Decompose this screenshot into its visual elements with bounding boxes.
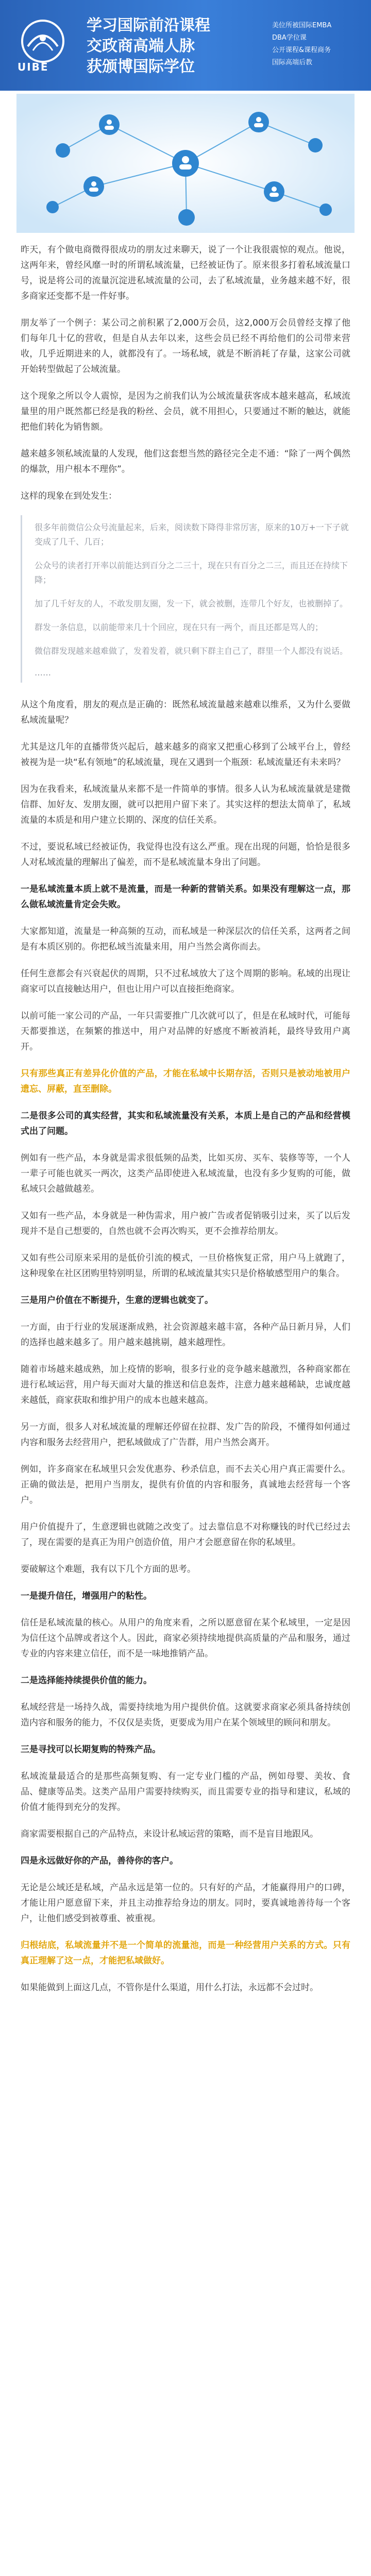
highlight-text: 只有那些真正有差异化价值的产品，才能在私域中长期存活，否则只是被动地被用户遗忘、屏蔽，直至删除。	[21, 1069, 350, 1094]
paragraph: 无论是公域还是私域，产品永远是第一位的。只有好的产品，才能赢得用户的口碑，才能让用户愿意留下来，并且主动推荐给身边的朋友。同时，要真诚地善待每一个客户，让他们感受到被尊重、被重视。	[21, 1883, 350, 1924]
paragraph: 私域经营是一场持久战，需要持续地为用户提供价值。这就要求商家必须具备持续创造内容和服务的能力，不仅仅是卖货，更要成为用户在某个领域里的顾问和朋友。	[21, 1702, 350, 1728]
paragraph: 尤其是这几年的直播带货兴起后，越来越多的商家又把重心移到了公域平台上，曾经被视为是一块“私有领地”的私域流量，现在又遇到一个瓶颈：私域流量还有未来吗？	[21, 742, 350, 768]
paragraph: 不过，要说私域已经被证伪，我觉得也没有这么严重。现在出现的问题，恰恰是很多人对私域流量的理解出了偏差，而不是私域流量本身出了问题。	[21, 842, 350, 868]
quote-item: 加了几千好友的人，不敢发朋友圈，发一下，就会被删，连带几个好友，也被删掉了。	[35, 599, 348, 608]
network-illustration	[16, 94, 355, 233]
paragraph: 要破解这个难题，我有以下几个方面的思考。	[21, 1564, 196, 1574]
paragraph: 用户价值提升了，生意逻辑也就随之改变了。过去靠信息不对称赚钱的时代已经过去了，现在需要的是真正为用户创造价值，用户才会愿意留在你的私域里。	[21, 1522, 350, 1548]
banner-title-line: 获颁博国际学位	[87, 58, 195, 76]
paragraph: 这个现象之所以令人震惊，是因为之前我们认为公域流量获客成本越来越高，私域流量里的用户既然都已经是我的粉丝、会员，就不用担心，只要通过不断的触达，就能把他们转化为销售额。	[21, 391, 350, 432]
paragraph: 私域流量最适合的是那些高频复购、有一定专业门槛的产品，例如母婴、美妆、食品、健康等品类。这类产品用户需要持续购买，而且需要专业的指导和建议，私域的价值才能得到充分的发挥。	[21, 1771, 350, 1812]
quote-item: 很多年前微信公众号流量起来，后来，阅读数下降得非常厉害，原来的10万+一下子就变成了几千、几百；	[35, 522, 349, 547]
paragraph: 因为在我看来，私域流量从来都不是一件简单的事情。很多人认为私域流量就是建微信群、加好友、发朋友圈，就可以把用户留下来了。其实这样的想法太简单了，私域流量的本质是和用户建立长期的、深度的信任关系。	[21, 784, 350, 825]
section-heading: 三是用户价值在不断提升，生意的逻辑也就变了。	[21, 1295, 213, 1306]
paragraph: 从这个角度看，朋友的观点是正确的：既然私域流量越来越难以维系，又为什么要做私域流量呢？	[21, 700, 350, 725]
section-heading: 一是提升信任，增强用户的粘性。	[21, 1591, 152, 1601]
quote-item: 群发一条信息，以前能带来几十个回应，现在只有一两个，而且还都是骂人的；	[35, 622, 324, 632]
paragraph: 以前可能一家公司的产品，一年只需要推广几次就可以了，但是在私域时代，可能每天都要推送，在频繁的推送中，用户对品牌的好感度不断被消耗，最终导致用户离开。	[21, 1011, 350, 1052]
quote-item: 公众号的读者打开率以前能达到百分之二三十，现在只有百分之二三，而且还在持续下降；	[35, 561, 348, 585]
banner-side-item: DBA学位课	[272, 34, 307, 42]
paragraph: 又如有些公司原来采用的是低价引流的模式，一旦价格恢复正常，用户马上就跑了，这种现象在社区团购里特别明显，所谓的私域流量其实只是价格敏感型用户的集合。	[21, 1253, 350, 1279]
article-body	[21, 242, 350, 2007]
section-heading: 三是寻找可以长期复购的特殊产品。	[21, 1744, 161, 1755]
header-banner	[0, 0, 371, 91]
paragraph: 例如，许多商家在私域里只会发优惠券、秒杀信息，而不去关心用户真正需要什么。正确的做法是，把用户当朋友，提供有价值的内容和服务，真诚地去经营每一个客户。	[21, 1464, 350, 1505]
paragraph: 一方面，由于行业的发展逐渐成熟，社会资源越来越丰富，各种产品日新月异，人们的选择也越来越多了。用户越来越挑剔，越来越理性。	[21, 1322, 350, 1348]
paragraph: 信任是私域流量的核心。从用户的角度来看，之所以愿意留在某个私域里，一定是因为信任这个品牌或者这个人。因此，商家必须持续地提供高质量的产品和服务，通过专业的内容来建立信任，而不是一味地推销产品。	[21, 1618, 350, 1659]
banner-title-line: 交政商高端人脉	[87, 37, 195, 55]
highlight-text: 归根结底，私域流量并不是一个简单的流量池，而是一种经营用户关系的方式。只有真正理解了这一点，才能把私域做好。	[21, 1940, 350, 1966]
section-heading: 二是很多公司的真实经营，其实和私域流量没有关系，本质上是自己的产品和经营模式出了问题。	[21, 1111, 350, 1137]
paragraph: 随着市场越来越成熟，加上疫情的影响，很多行业的竞争越来越激烈，各种商家都在进行私域运营，用户每天面对大量的推送和信息轰炸，注意力越来越稀缺，忠诚度越来越低，商家获取和维护用户的成本也越来越高。	[21, 1364, 350, 1405]
paragraph: 商家需要根据自己的产品特点，来设计私域运营的策略，而不是盲目地跟风。	[21, 1829, 318, 1839]
banner-side-item: 公开课程&课程商务	[272, 46, 331, 54]
paragraph: 越来越多领私域流量的人发现，他们这套想当然的路径完全走不通：“除了一两个偶然的爆款，用户根本不理你”。	[21, 449, 350, 474]
banner-title-line: 学习国际前沿课程	[87, 16, 210, 35]
quote-block	[21, 515, 350, 683]
banner-side-item: 美位所被国际EMBA	[272, 22, 332, 29]
paragraph: 这样的现象在到处发生：	[21, 491, 117, 501]
logo-text: UIBE	[18, 61, 49, 73]
section-heading: 四是永远做好你的产品，善待你的客户。	[21, 1856, 178, 1866]
paragraph: 朋友举了一个例子：某公司之前积累了2,000万会员，这2,000万会员曾经支撑了他们每年几十亿的营收，但是自从去年以来，这些会员已经不再给他们的公司带来营收，几乎近期进来的人，就都没有了。一场私域，就是不断消耗了存量，这家公司就开始转型做起了公域流量。	[21, 318, 350, 375]
quote-item: 微信群发现越来越难做了，发着发着，就只剩下群主自己了，群里一个人都没有说话。	[35, 646, 348, 656]
paragraph: 另一方面，很多人对私域流量的理解还停留在拉群、发广告的阶段，不懂得如何通过内容和服务去经营用户，把私域做成了广告群，用户当然会离开。	[21, 1422, 350, 1448]
paragraph: 昨天，有个做电商微得很成功的朋友过来聊天，说了一个让我很震惊的观点。他说，这两年来，曾经风靡一时的所谓私域流量，已经被证伪了。原来很多打着私域流量口号，说是将公司的流量沉淀进私域流量的公司，去了私域流量，业务越来越不好，很多商家还变都不是一件好事。	[21, 245, 350, 301]
banner-title	[87, 15, 210, 77]
section-heading: 二是选择能持续提供价值的能力。	[21, 1675, 152, 1686]
banner-side-item: 国际高端后教	[272, 59, 313, 66]
section-heading: 一是私域流量本质上就不是流量，而是一种新的营销关系。如果没有理解这一点，那么做私域流量肯定会失败。	[21, 884, 350, 910]
paragraph: 任何生意都会有兴衰起伏的周期，只不过私域放大了这个周期的影响。私域的出现让商家可以直接触达用户，但也让用户可以直接拒绝商家。	[21, 969, 350, 994]
paragraph: 大家都知道，流量是一种高频的互动，而私域是一种深层次的信任关系，这两者之间是有本质区别的。你把私域当流量来用，用户当然会离你而去。	[21, 926, 350, 952]
banner-side-list	[272, 20, 331, 69]
quote-ellipsis: ……	[35, 668, 51, 677]
paragraph: 例如有一些产品，本身就是需求很低频的品类，比如买房、买车、装修等等，一个人一辈子可能也就买一两次，这类产品即使进入私域流量，也没有多少复购的可能，做私域只会越做越差。	[21, 1153, 350, 1194]
paragraph: 又如有一些产品，本身就是一种伪需求，用户被广告或者促销吸引过来，买了以后发现并不是自己想要的，自然也就不会再次购买，更不会推荐给朋友。	[21, 1211, 350, 1236]
paragraph: 如果能做到上面这几点，不管你是什么渠道，用什么打法，永远都不会过时。	[21, 1982, 318, 1993]
